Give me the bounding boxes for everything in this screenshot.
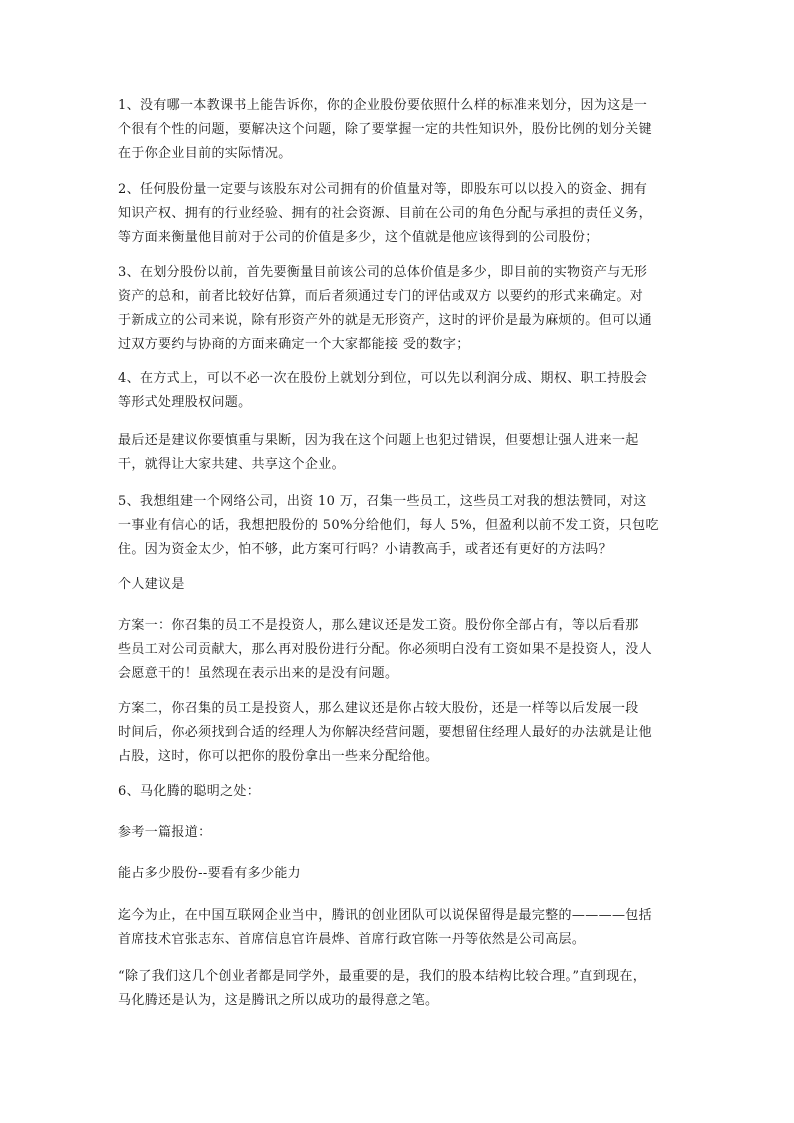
paragraph-line: 些员工对公司贡献大，那么再对股份进行分配。你必须明白没有工资如果不是投资人，没人 [118, 642, 653, 657]
paragraph-line: 过双方要约与协商的方面来确定一个大家都能接 受的数字； [118, 337, 470, 352]
paragraph-line: 方案一：你召集的员工不是投资人，那么建议还是发工资。股份你全部占有，等以后看那 [118, 618, 639, 633]
paragraph-line: 能占多少股份--要看有多少能力 [118, 866, 302, 881]
paragraph-11 [118, 821, 678, 845]
paragraph-line: 最后还是建议你要慎重与果断，因为我在这个问题上也犯过错误，但要想让强人进来一起 [118, 433, 639, 448]
paragraph-line: 首席技术官张志东、首席信息官许晨烨、首席行政官陈一丹等依然是公司高层。 [118, 932, 586, 947]
paragraph-7 [118, 573, 678, 597]
paragraph-line: 干，就得让大家共建、共享这个企业。 [118, 457, 345, 472]
paragraph-14 [118, 965, 678, 1013]
paragraph-line: 等形式处理股权问题。 [118, 395, 252, 410]
paragraph-line: 会愿意干的！虽然现在表示出来的是没有问题。 [118, 666, 399, 681]
paragraph-line: 住。因为资金太少，怕不够，此方案可行吗？小请教高手，或者还有更好的方法吗？ [118, 542, 612, 557]
paragraph-line: 个很有个性的问题，要解决这个问题，除了要掌握一定的共性知识外，股份比例的划分关键 [118, 122, 653, 137]
paragraph-8 [118, 614, 678, 686]
paragraph-line: 参考一篇报道： [118, 825, 212, 840]
paragraph-line: “除了我们这几个创业者都是同学外，最重要的是，我们的股本结构比较合理。”直到现在， [118, 969, 647, 984]
paragraph-line: 个人建议是 [118, 577, 185, 592]
paragraph-line: 2、任何股份量一定要与该股东对公司拥有的价值量对等，即股东可以以投入的资金、拥有 [118, 182, 648, 197]
paragraph-line: 方案二，你召集的员工是投资人，那么建议还是你占较大股份，还是一样等以后发展一段 [118, 701, 639, 716]
paragraph-line: 知识产权、拥有的行业经验、拥有的社会资源、目前在公司的角色分配与承担的责任义务， [118, 206, 653, 221]
paragraph-line: 3、在划分股份以前，首先要衡量目前该公司的总体价值是多少，即目前的实物资产与无形 [118, 265, 648, 280]
paragraph-5 [118, 429, 678, 477]
paragraph-line: 一事业有信心的话，我想把股份的 50%分给他们，每人 5%，但盈利以前不发工资，只包吃 [118, 518, 659, 533]
paragraph-line: 4、在方式上，可以不必一次在股份上就划分到位，可以先以利润分成、期权、职工持股会 [118, 371, 648, 386]
paragraph-line: 占股，这时，你可以把你的股份拿出一些来分配给他。 [118, 749, 439, 764]
paragraph-line: 马化腾还是认为，这是腾讯之所以成功的最得意之笔。 [118, 993, 439, 1008]
paragraph-line: 时间后，你必须找到合适的经理人为你解决经营问题，要想留住经理人最好的办法就是让他 [118, 725, 653, 740]
paragraph-9 [118, 697, 678, 769]
paragraph-line: 迄今为止，在中国互联网企业当中，腾讯的创业团队可以说保留得是最完整的————包括 [118, 908, 653, 923]
paragraph-line: 于新成立的公司来说，除有形资产外的就是无形资产，这时的评价是最为麻烦的。但可以通 [118, 313, 653, 328]
paragraph-3 [118, 261, 678, 357]
paragraph-4 [118, 367, 678, 415]
paragraph-2 [118, 178, 678, 250]
paragraph-line: 资产的总和，前者比较好估算，而后者须通过专门的评估或双方 以要约的形式来确定。对 [118, 289, 644, 304]
paragraph-1 [118, 94, 678, 166]
paragraph-line: 等方面来衡量他目前对于公司的价值是多少，这个值就是他应该得到的公司股份； [118, 230, 599, 245]
paragraph-13 [118, 904, 678, 952]
paragraph-line: 6、马化腾的聪明之处： [118, 784, 261, 799]
paragraph-6 [118, 490, 678, 562]
paragraph-10 [118, 780, 678, 804]
paragraph-line: 5、我想组建一个网络公司，出资 10 万，召集一些员工，这些员工对我的想法赞同，对这 [118, 494, 647, 509]
paragraph-line: 在于你企业目前的实际情况。 [118, 146, 292, 161]
paragraph-line: 1、没有哪一本教课书上能告诉你，你的企业股份要依照什么样的标准来划分，因为这是一 [118, 98, 648, 113]
paragraph-12 [118, 862, 678, 886]
